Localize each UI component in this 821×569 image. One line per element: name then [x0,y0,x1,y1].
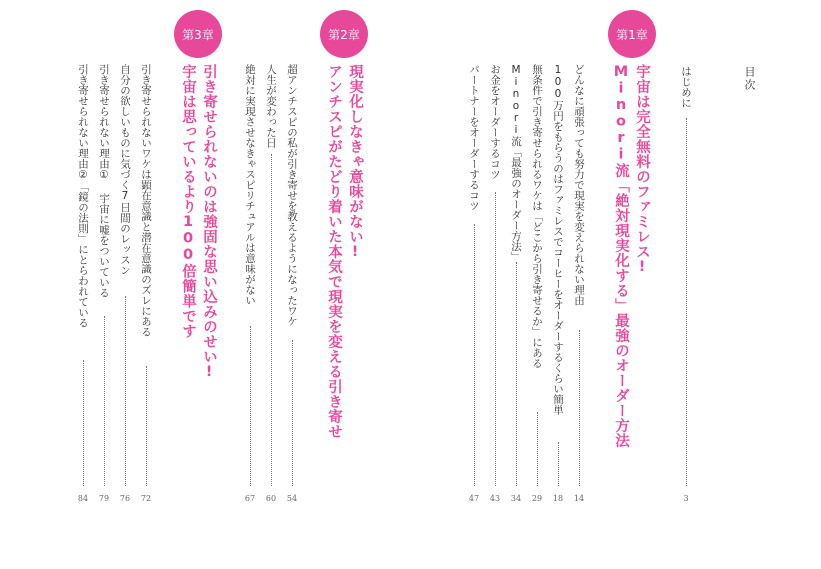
chapter-1-entry-6-leader [474,224,475,486]
intro-leader [686,118,687,486]
chapter-2-entry-1[interactable]: 超アンチスピの私が引き寄せを教えるようになったワケ [286,64,298,327]
chapter-1-entry-3-leader [537,412,538,486]
chapter-3-entry-4[interactable]: 引き寄せられない理由②「鏡の法則」にとらわれている [77,64,89,328]
chapter-2-entry-1-page: 54 [286,494,298,503]
chapter-3-entry-2-leader [125,296,126,486]
chapter-1-entry-1-leader [579,330,580,486]
chapter-1-entry-4-page: 34 [510,494,522,503]
intro-label[interactable]: はじめに [680,66,692,108]
chapter-3-entry-1-page: 72 [140,494,152,503]
chapter-1-entry-4[interactable]: Minori流「最強のオーダー方法」 [510,64,522,262]
chapter-1-entry-1-page: 14 [573,494,585,503]
chapter-3-entry-2[interactable]: 自分の欲しいものに気づく7日間のレッスン [119,64,131,276]
chapter-3-badge: 第3章 [174,10,222,58]
chapter-3-entry-1[interactable]: 引き寄せられないワケは顕在意識と潜在意識のズレにある [140,64,152,337]
chapter-2-entry-3[interactable]: 絶対に実現させなきゃスピリチュアルは意味がない [244,64,256,306]
chapter-3-entry-1-leader [146,366,147,486]
chapter-1-entry-4-leader [516,262,517,486]
chapter-1-badge: 第1章 [608,10,656,58]
chapter-2-entry-1-leader [292,340,293,486]
chapter-2-title-line-2: アンチスピがたどり着いた本気で現実を変える引き寄せ [326,64,342,439]
chapter-2-entry-2-page: 60 [265,494,277,503]
chapter-2-entry-2[interactable]: 人生が変わった日 [265,64,277,148]
chapter-3-entry-3-leader [104,316,105,486]
toc-title: 目次 [743,66,756,92]
chapter-1-entry-5-page: 43 [489,494,501,503]
chapter-1-entry-1[interactable]: どんなに頑張っても努力で現実を変えられない理由 [573,64,585,306]
chapter-3-entry-3-page: 79 [98,494,110,503]
chapter-1-entry-6[interactable]: パートナーをオーダーするコツ [468,64,480,211]
chapter-1-title-line-1: 宇宙は完全無料のファミレス! [634,64,650,276]
chapter-3-entry-2-page: 76 [119,494,131,503]
chapter-3-title-line-2: 宇宙は思っているより100倍簡単です [180,64,196,339]
chapter-2-entry-3-leader [250,326,251,486]
chapter-1-entry-2-page: 18 [552,494,564,503]
chapter-3-entry-4-page: 84 [77,494,89,503]
chapter-2-title-line-1: 現実化しなきゃ意味がない! [347,64,363,261]
chapter-1-entry-2-leader [558,442,559,486]
chapter-2-entry-3-page: 67 [244,494,256,503]
chapter-1-entry-3[interactable]: 無条件で引き寄せられるワケは「どこから引き寄せるか」にある [531,64,543,369]
chapter-1-entry-5-leader [495,192,496,486]
chapter-1-entry-3-page: 29 [531,494,543,503]
chapter-2-badge: 第2章 [320,10,368,58]
chapter-3-title-line-1: 引き寄せられないのは強固な思い込みのせい! [201,64,217,381]
chapter-1-title-line-2: Minori流「絶対現実化する」最強のオーダー方法 [613,64,629,448]
chapter-3-entry-3[interactable]: 引き寄せられない理由① 宇宙に嘘をついている [98,64,110,298]
chapter-1-entry-2[interactable]: 100万円をもらうのはファミレスでコーヒーをオーダーするくらい簡単 [552,64,564,415]
chapter-2-entry-2-leader [271,154,272,486]
intro-page: 3 [683,494,689,503]
chapter-1-entry-6-page: 47 [468,494,480,503]
chapter-3-entry-4-leader [83,360,84,486]
chapter-1-entry-5[interactable]: お金をオーダーするコツ [489,64,501,180]
